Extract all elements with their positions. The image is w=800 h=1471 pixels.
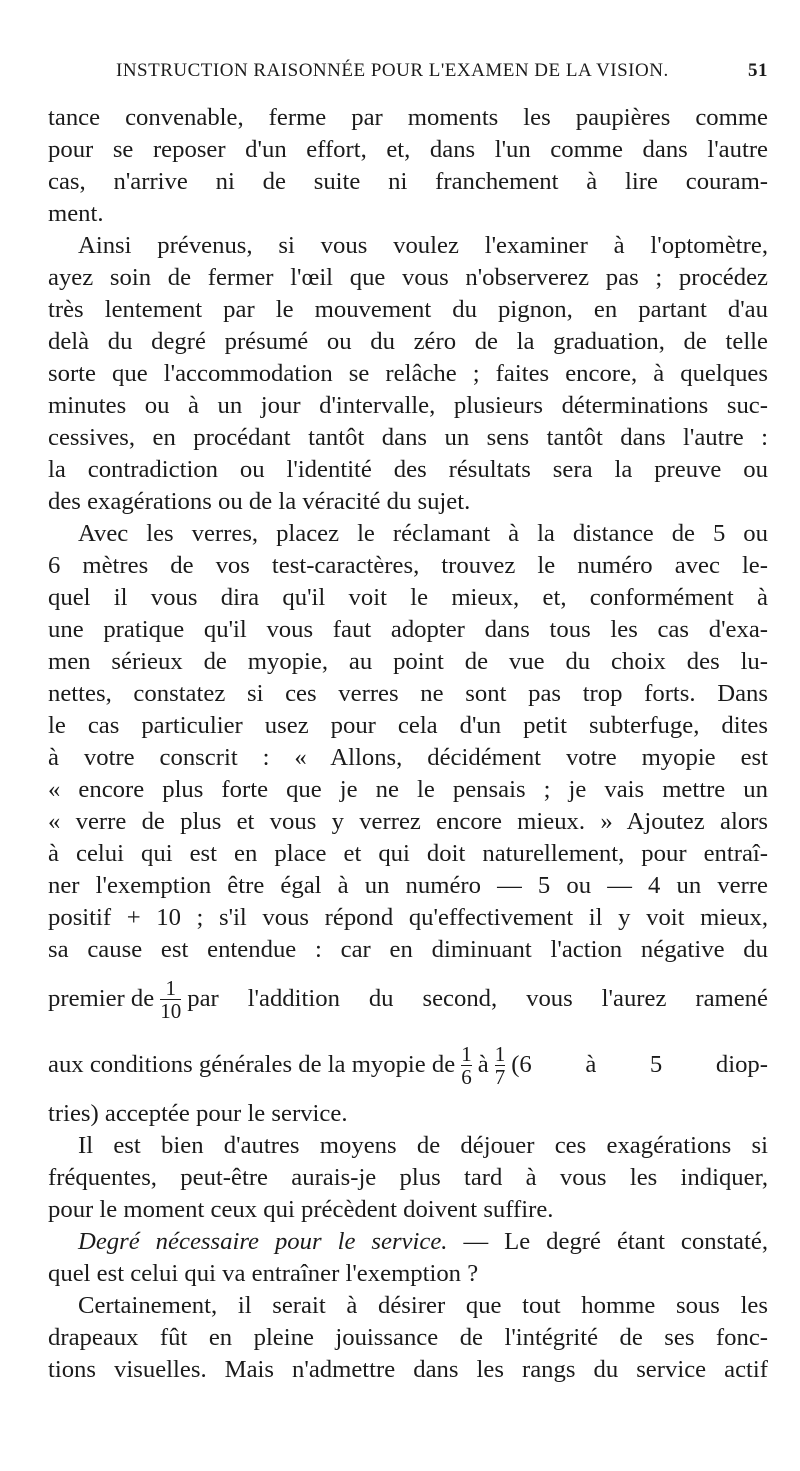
text-line: à celui qui est en place et qui doit naturellement, pour entraî- [48,840,768,867]
text-line: Ainsi prévenus, si vous voulez l'examiner à l'optomètre, [78,232,768,259]
fraction-one-tenth [160,977,181,1022]
section-heading-line [48,1226,768,1258]
text-line: quel il vous dira qu'il voit le mieux, et, conformément à [48,584,768,611]
text-line: à votre conscrit : « Allons, décidément votre myopie est [48,744,768,771]
text-line: cas, n'arrive ni de suite ni franchement à lire couram- [48,168,768,195]
text-line: « encore plus forte que je ne le pensais ; je vais mettre un [48,776,768,803]
text-line: ayez soin de fermer l'œil que vous n'observerez pas ; procédez [48,264,768,291]
text-line: minutes ou à un jour d'intervalle, plusieurs déterminations suc- [48,392,768,419]
text-line: pour se reposer d'un effort, et, dans l'un comme dans l'autre [48,136,768,163]
text-line: delà du degré présumé ou du zéro de la graduation, de telle [48,328,768,355]
text-line: positif + 10 ; s'il vous répond qu'effectivement il y voit mieux, [48,904,768,931]
text-line: tance convenable, ferme par moments les paupières comme [48,104,768,131]
fraction-line-1 [48,966,768,1032]
text-line: sorte que l'accommodation se relâche ; faites encore, à quelques [48,360,768,387]
book-page [48,60,768,1386]
fraction-numerator: 1 [165,975,176,1000]
text-line: très lentement par le mouvement du pignon, en partant d'au [48,296,768,323]
page-number: 51 [748,60,768,81]
fraction-line-2 [48,1032,768,1098]
section-title: Degré nécessaire pour le service. [78,1228,448,1255]
text-line: men sérieux de myopie, au point de vue du choix des lu- [48,648,768,675]
text-line: sa cause est entendue : car en diminuant l'action négative du [48,936,768,963]
text-line: Il est bien d'autres moyens de déjouer ces exagérations si [78,1132,768,1159]
text-line: nettes, constatez si ces verres ne sont pas trop forts. Dans [48,680,768,707]
text-segment: premier de [48,985,155,1012]
fraction-numerator: 1 [494,1041,506,1066]
text-segment: aux conditions générales de la myopie de [48,1051,456,1078]
fraction-one-seventh [495,1043,506,1088]
text-segment: à [477,1051,489,1078]
fraction-denominator: 7 [494,1064,506,1089]
text-line: ment. [48,200,104,227]
running-header [48,60,768,82]
text-segment: par l'addition du second, vous l'aurez ramené [187,985,768,1012]
text-line: pour le moment ceux qui précèdent doivent suffire. [48,1196,554,1223]
fraction-one-sixth [461,1043,472,1088]
body-text [48,102,768,1386]
text-line: la contradiction ou l'identité des résultats sera la preuve ou [48,456,768,483]
text-line: tries) acceptée pour le service. [48,1100,348,1127]
text-segment: — Le degré étant constaté, [447,1228,768,1255]
fraction-numerator: 1 [461,1041,472,1066]
running-title: INSTRUCTION RAISONNÉE POUR L'EXAMEN DE LA VISION. [116,60,669,81]
text-line: 6 mètres de vos test-caractères, trouvez le numéro avec le- [48,552,768,579]
text-line: quel est celui qui va entraîner l'exemption ? [48,1260,479,1287]
fraction-denominator: 10 [160,998,182,1023]
text-line: cessives, en procédant tantôt dans un sens tantôt dans l'autre : [48,424,768,451]
text-line: tions visuelles. Mais n'admettre dans les rangs du service actif [48,1356,768,1383]
fraction-denominator: 6 [461,1064,472,1089]
text-line: drapeaux fût en pleine jouissance de l'intégrité de ses fonc- [48,1324,768,1351]
text-line: « verre de plus et vous y verrez encore mieux. » Ajoutez alors [48,808,768,835]
text-line: le cas particulier usez pour cela d'un petit subterfuge, dites [48,712,768,739]
text-segment: (6 à 5 diop- [511,1051,768,1078]
text-line: Avec les verres, placez le réclamant à la distance de 5 ou [78,520,768,547]
text-line: fréquentes, peut-être aurais-je plus tard à vous les indiquer, [48,1164,768,1191]
text-line: une pratique qu'il vous faut adopter dans tous les cas d'exa- [48,616,768,643]
text-line: ner l'exemption être égal à un numéro — 5 ou — 4 un verre [48,872,768,899]
text-line: des exagérations ou de la véracité du sujet. [48,488,471,515]
text-line: Certainement, il serait à désirer que tout homme sous les [78,1292,768,1319]
